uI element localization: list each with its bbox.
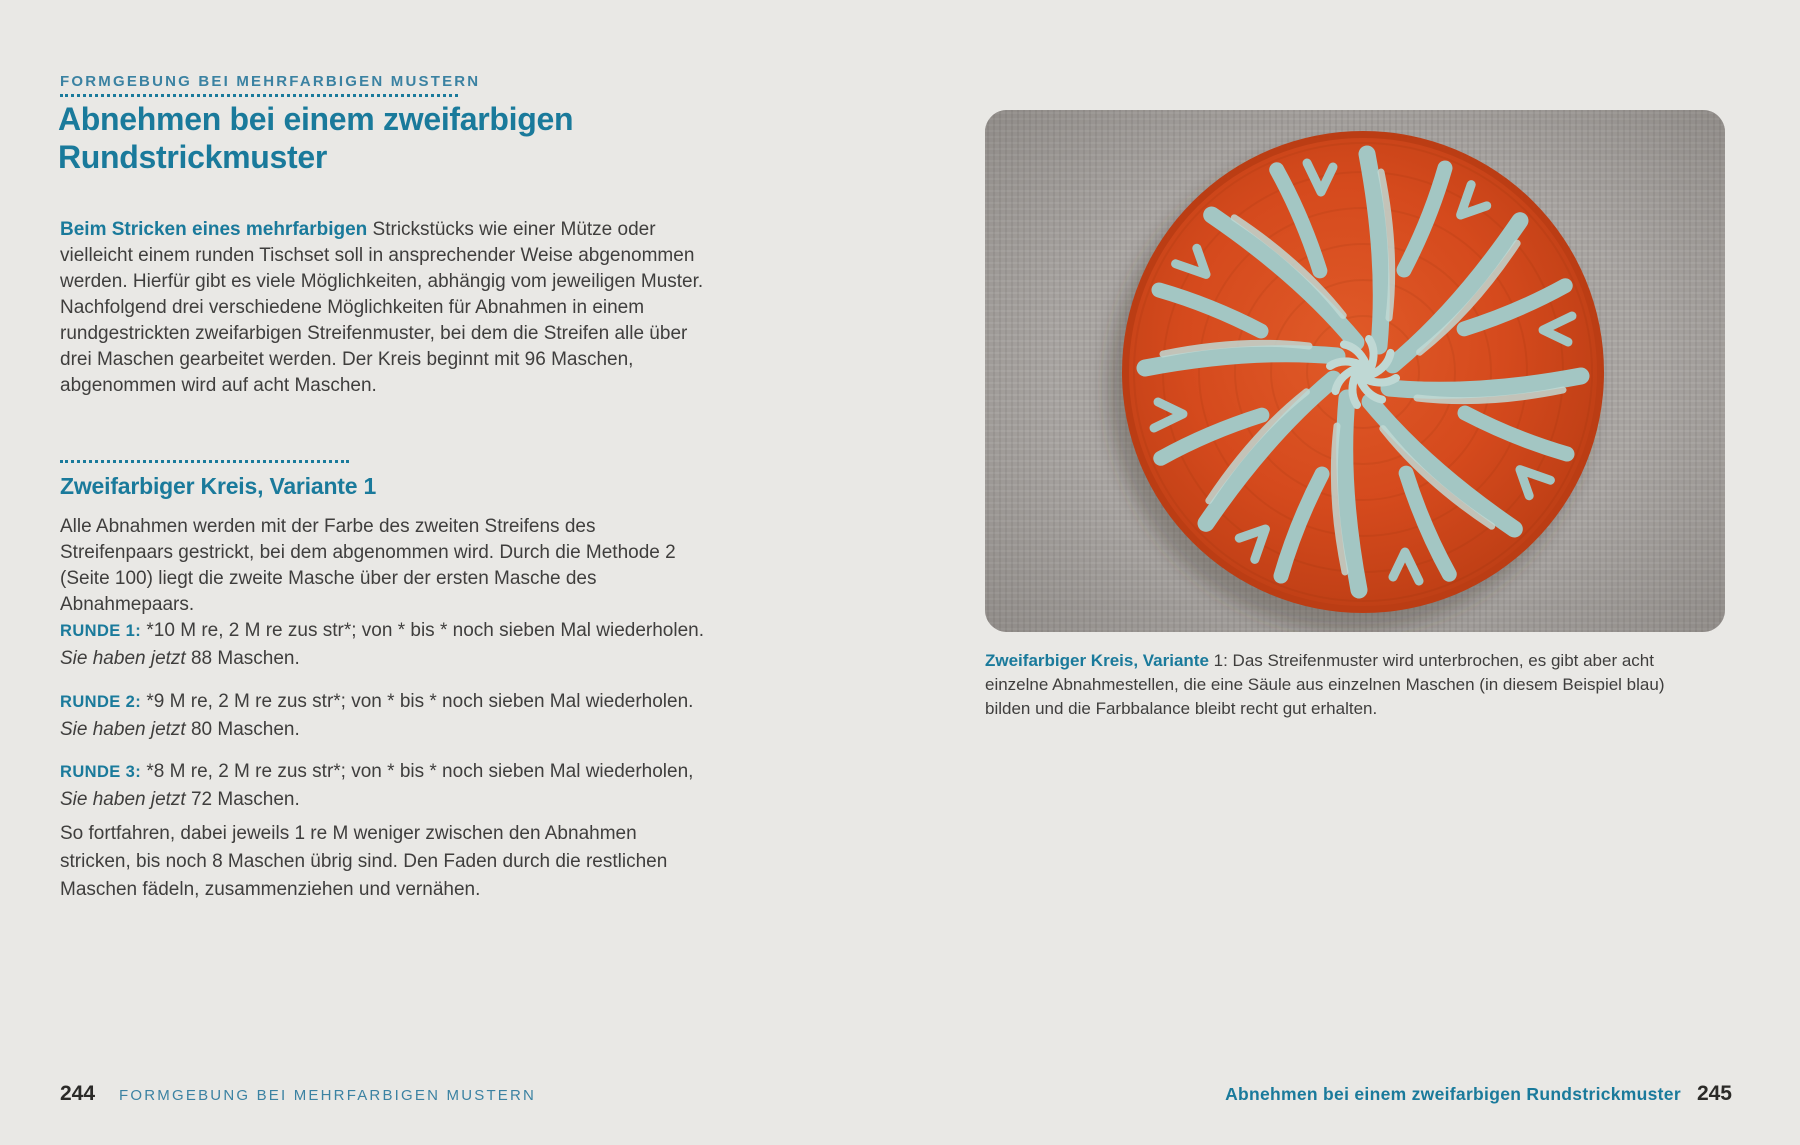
section-paragraph: Alle Abnahmen werden mit der Farbe des zweiten Streifens des Streifenpaars gestrickt, bei dem abgenommen wird. Durch die Methode 2 (Seite 100) liegt die zweite Masche über der ersten Masche des Abnahmepaars. bbox=[60, 516, 676, 615]
center-swirl-dot bbox=[1356, 365, 1371, 380]
dotted-rule-section bbox=[60, 460, 349, 463]
closing-paragraph: So fortfahren, dabei jeweils 1 re M weniger zwischen den Abnahmen stricken, bis noch 8 Maschen übrig sind. Den Faden durch die restlichen Maschen fädeln, zusammenziehen und vernähen. bbox=[60, 823, 668, 900]
round-1-italic: Sie haben jetzt bbox=[60, 648, 186, 669]
round-2-tail: 80 Maschen. bbox=[185, 719, 300, 740]
page-footer bbox=[60, 1082, 1732, 1106]
round-3-text: *8 M re, 2 M re zus str*; von * bis * noch sieben Mal wiederholen, bbox=[141, 761, 694, 782]
intro-lead-in: Beim Stricken eines mehrfarbigen bbox=[60, 219, 368, 240]
intro-paragraph bbox=[60, 217, 708, 399]
section-kicker: FORMGEBUNG BEI MEHRFARBIGEN MUSTERN bbox=[60, 73, 481, 90]
round-2-italic: Sie haben jetzt bbox=[60, 719, 186, 740]
caption-lead-in: Zweifarbiger Kreis, Variante bbox=[985, 651, 1209, 670]
round-1-tail: 88 Maschen. bbox=[185, 648, 300, 669]
round-3-instruction bbox=[60, 758, 708, 813]
page-title-line-1: Abnehmen bei einem zweifarbigen bbox=[58, 101, 574, 137]
page-title bbox=[58, 100, 738, 176]
section-heading: Zweifarbiger Kreis, Variante 1 bbox=[60, 473, 377, 499]
right-running-head: Abnehmen bei einem zweifarbigen Rundstrickmuster bbox=[1225, 1084, 1681, 1104]
knitted-circle-photo bbox=[985, 110, 1725, 632]
page-title-line-2: Rundstrickmuster bbox=[58, 139, 328, 175]
left-running-head: FORMGEBUNG BEI MEHRFARBIGEN MUSTERN bbox=[119, 1087, 537, 1104]
round-1-label: RUNDE 1: bbox=[60, 622, 142, 640]
round-1-instruction bbox=[60, 617, 708, 672]
photo-caption bbox=[985, 649, 1693, 721]
round-1-text: *10 M re, 2 M re zus str*; von * bis * noch sieben Mal wiederholen. bbox=[141, 620, 704, 641]
round-2-label: RUNDE 2: bbox=[60, 693, 142, 711]
footer-left bbox=[60, 1082, 536, 1106]
intro-text: Strickstücks wie einer Mütze oder vielleicht einem runden Tischset soll in ansprechender Weise abgenommen werden. Hierfür gibt es viele Möglichkeiten, abhängig vom jeweiligen Muster. Nachfolgend drei verschiedene Möglichkeiten für Abnahmen in einem rundgestrickten zweifarbigen Streifenmuster, bei dem die Streifen alle über drei Maschen gearbeitet werden. Der Kreis beginnt mit 96 Maschen, abgenommen wird auf acht Maschen. bbox=[60, 219, 704, 396]
round-2-instruction bbox=[60, 688, 708, 743]
dotted-rule-top bbox=[60, 94, 458, 97]
knitted-circle-illustration bbox=[985, 110, 1725, 632]
round-3-italic: Sie haben jetzt bbox=[60, 789, 186, 810]
round-3-tail: 72 Maschen. bbox=[185, 789, 300, 810]
round-2-text: *9 M re, 2 M re zus str*; von * bis * noch sieben Mal wiederholen. bbox=[141, 691, 694, 712]
round-3-label: RUNDE 3: bbox=[60, 763, 142, 781]
caption-text: 1: Das Streifenmuster wird unterbrochen, es gibt aber acht einzelne Abnahmestellen, die eine Säule aus einzelnen Maschen (in diesem Beispiel blau) bilden und die Farbbalance bleibt recht gut erhalten. bbox=[985, 651, 1665, 718]
right-page-number: 245 bbox=[1696, 1082, 1732, 1105]
footer-right bbox=[1225, 1082, 1732, 1106]
left-page-number: 244 bbox=[60, 1082, 96, 1105]
